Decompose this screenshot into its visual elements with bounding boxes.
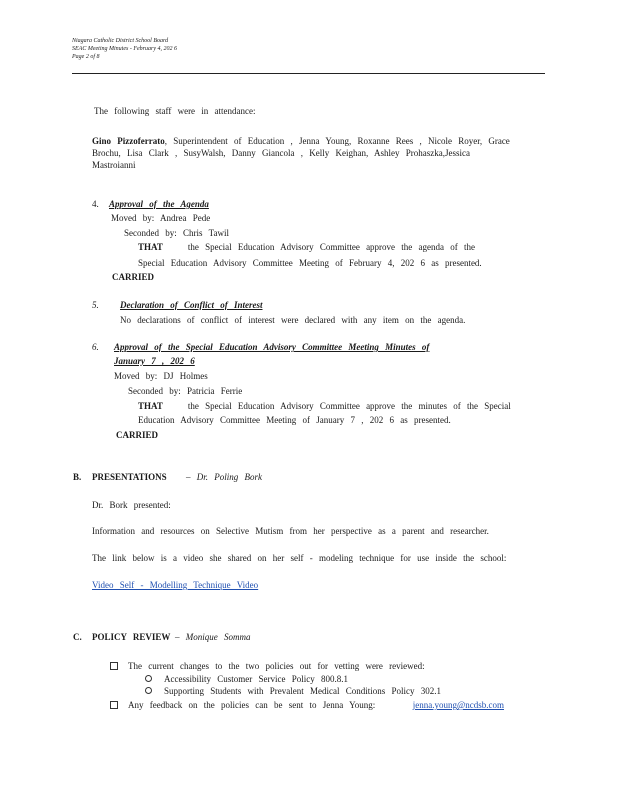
item-4-motion-text-1: the Special Education Advisory Committee approve the agenda of the [187, 242, 476, 252]
section-c-bullet-2 [110, 700, 504, 711]
square-bullet-icon [110, 701, 118, 709]
header-page-line: Page 2 of 8 [72, 54, 100, 60]
item-6-title-line-1: Approval of the Special Education Advisory Committee Meeting Minutes of [114, 342, 430, 352]
item-6-seconded: Seconded by: Patricia Ferrie [128, 386, 243, 396]
section-c-bullet-2-text: Any feedback on the policies can be sent to Jenna Young: [128, 700, 376, 710]
section-b-paragraph-1: Dr. Bork presented: [92, 500, 171, 510]
section-c-bullet-1 [110, 661, 425, 672]
item-6-motion-text-1: the Special Education Advisory Committee approve the minutes of the Special [187, 401, 511, 411]
item-4-motion-line-1 [138, 242, 475, 253]
item-5-text: No declarations of conflict of interest were declared with any item on the agenda. [120, 315, 466, 325]
section-b-letter: B. [73, 472, 82, 482]
section-c-sub-2 [145, 686, 441, 697]
email-link[interactable]: jenna.young@ncdsb.com [412, 700, 504, 710]
item-4-moved: Moved by: Andrea Pede [111, 213, 211, 223]
square-bullet-icon [110, 662, 118, 670]
attendance-line-1-rest: , Superintendent of Education , Jenna Young, Roxanne Rees , Nicole Royer, Grace [164, 136, 510, 146]
item-6-carried: CARRIED [116, 430, 159, 440]
header-meeting-line: SEAC Meeting Minutes - February 4, 202 6 [72, 46, 177, 52]
attendance-line-3: Mastroianni [92, 160, 136, 170]
section-c-sub-1 [145, 674, 348, 685]
item-6-motion-line-2: Education Advisory Committee Meeting of January 7 , 202 6 as presented. [138, 415, 451, 425]
item-4-title: Approval of the Agenda [109, 199, 209, 209]
item-4-that: THAT [138, 242, 163, 252]
item-4-number: 4. [92, 199, 99, 209]
header-org-line: Niagara Catholic District School Board [72, 38, 169, 44]
section-c-letter: C. [73, 632, 82, 642]
section-c-presenter: – Monique Somma [175, 632, 251, 642]
section-b-paragraph-3: The link below is a video she shared on her self - modeling technique for use inside the school: [92, 553, 507, 563]
attendance-line-2: Brochu, Lisa Clark , SusyWalsh, Danny Giancola , Kelly Keighan, Ashley Prohaszka,Jessica [92, 148, 470, 158]
item-5-title: Declaration of Conflict of Interest [120, 300, 263, 310]
item-5-number: 5. [92, 300, 99, 310]
circle-bullet-icon [145, 675, 152, 682]
circle-bullet-icon [145, 687, 152, 694]
section-b-paragraph-2: Information and resources on Selective Mutism from her perspective as a parent and researcher. [92, 526, 489, 536]
item-6-title-line-2: January 7 , 202 6 [114, 356, 195, 366]
item-6-moved: Moved by: DJ Holmes [114, 371, 208, 381]
item-4-carried: CARRIED [112, 272, 155, 282]
item-6-number: 6. [92, 342, 99, 352]
item-4-motion-line-2: Special Education Advisory Committee Meeting of February 4, 202 6 as presented. [138, 258, 482, 268]
item-6-motion-line-1 [138, 401, 511, 412]
section-b-title: PRESENTATIONS [92, 472, 167, 482]
section-c-sub-1-text: Accessibility Customer Service Policy 800.8.1 [164, 674, 348, 684]
attendance-intro: The following staff were in attendance: [94, 106, 256, 116]
header-rule [72, 73, 545, 74]
section-c-title: POLICY REVIEW [92, 632, 171, 642]
section-b-presenter: – Dr. Poling Bork [186, 472, 262, 482]
section-c-sub-2-text: Supporting Students with Prevalent Medical Conditions Policy 302.1 [164, 686, 441, 696]
video-link[interactable]: Video Self - Modelling Technique Video [92, 580, 259, 590]
item-6-that: THAT [138, 401, 163, 411]
attendance-line-1 [92, 136, 510, 147]
item-4-seconded: Seconded by: Chris Tawil [124, 228, 229, 238]
section-c-bullet-1-text: The current changes to the two policies out for vetting were reviewed: [128, 661, 425, 671]
attendance-lead-name: Gino Pizzoferrato [92, 136, 165, 146]
